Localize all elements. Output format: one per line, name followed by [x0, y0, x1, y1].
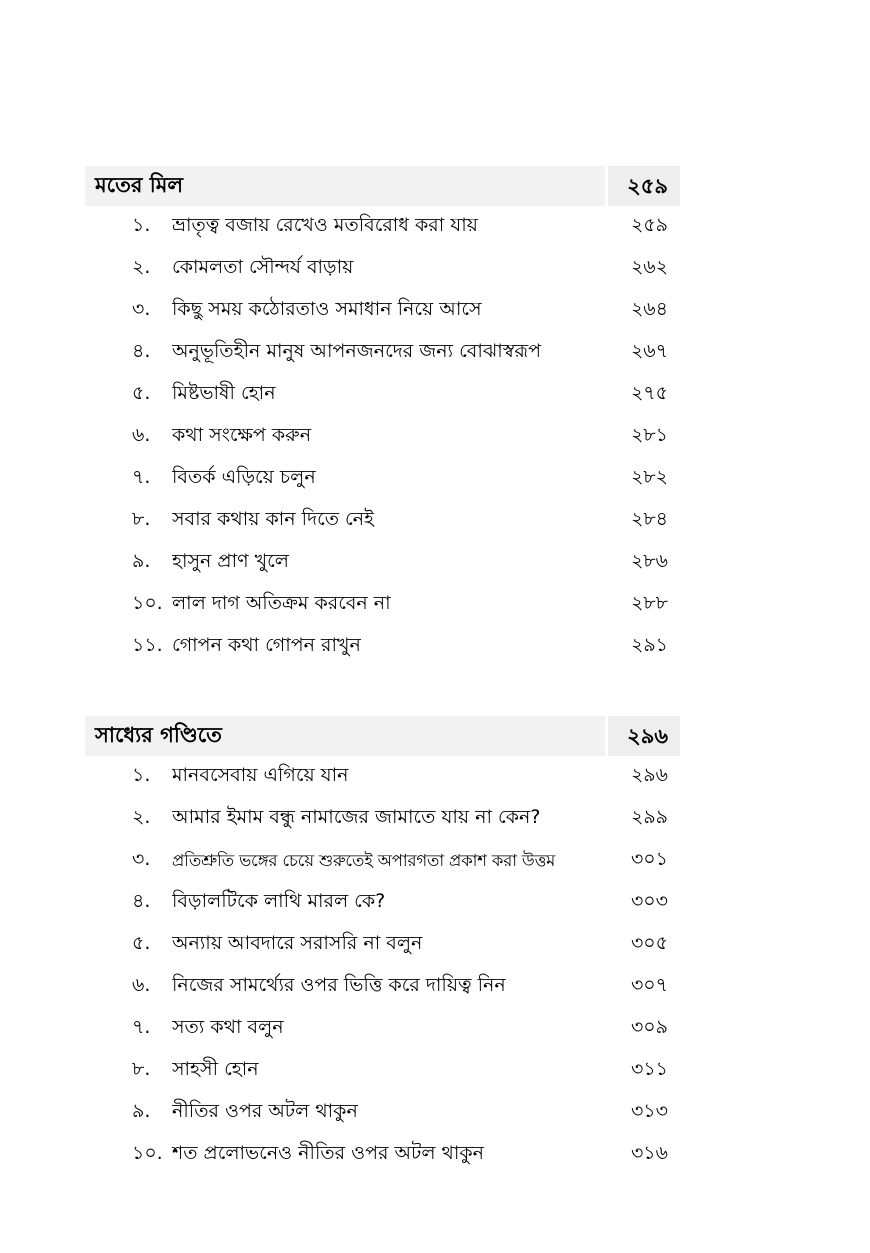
entry-title: লাল দাগ অতিক্রম করবেন না: [172, 592, 391, 614]
entry-number: ৬.: [132, 424, 151, 446]
entry-title: প্রতিশ্রুতি ভঙ্গের চেয়ে শুরুতেই অপারগতা প্রকাশ করা উত্তম: [172, 850, 556, 870]
entry-page-number: ২৬৪: [630, 298, 668, 320]
entry-title: কোমলতা সৌন্দর্য বাড়ায়: [172, 256, 354, 278]
toc-entry: [85, 1050, 680, 1092]
entry-title: গোপন কথা গোপন রাখুন: [172, 634, 361, 656]
toc-entry: [85, 798, 680, 840]
entry-page-number: ২৯৬: [630, 764, 668, 786]
entry-page-number: ২৮৬: [630, 550, 668, 572]
entry-number: ৮.: [132, 1058, 151, 1080]
entry-title: কিছু সময় কঠোরতাও সমাধান নিয়ে আসে: [172, 298, 482, 320]
toc-entry: [85, 206, 680, 248]
entry-page-number: ২৮১: [630, 424, 668, 446]
toc-section-1: [85, 166, 680, 668]
entry-title: বিতর্ক এড়িয়ে চলুন: [172, 466, 316, 488]
toc-entry: [85, 756, 680, 798]
entry-number: ৪.: [132, 890, 151, 912]
toc-entry: [85, 542, 680, 584]
entry-number: ৭.: [132, 1016, 151, 1038]
toc-entry: [85, 458, 680, 500]
entry-page-number: ৩০৯: [630, 1016, 668, 1038]
toc-entry: [85, 626, 680, 668]
entry-page-number: ২৯১: [630, 634, 668, 656]
entry-title: সবার কথায় কান দিতে নেই: [172, 508, 374, 530]
entry-page-number: ৩০৫: [630, 932, 668, 954]
toc-entry: [85, 290, 680, 332]
toc-entry: [85, 416, 680, 458]
toc-entry: [85, 584, 680, 626]
toc-entry: [85, 966, 680, 1008]
section-title: মতের মিল: [95, 172, 184, 197]
entry-page-number: ৩০১: [630, 848, 668, 870]
section-header: [85, 716, 680, 756]
entry-number: ১০.: [132, 1142, 163, 1164]
entry-title: মানবসেবায় এগিয়ে যান: [172, 764, 349, 786]
entry-title: শত প্রলোভনেও নীতির ওপর অটল থাকুন: [172, 1142, 484, 1164]
section-title: সাধ্যের গণ্ডিতে: [95, 722, 222, 747]
entry-page-number: ৩০৭: [630, 974, 668, 996]
toc-entry-list: [85, 756, 680, 1176]
entry-page-number: ৩০৩: [630, 890, 668, 912]
entry-title: সাহসী হোন: [172, 1058, 259, 1080]
section-page-number: ২৫৯: [605, 166, 680, 206]
entry-number: ১১.: [132, 634, 163, 656]
entry-title: আমার ইমাম বন্ধু নামাজের জামাতে যায় না কেন?: [172, 806, 541, 828]
entry-title: নীতির ওপর অটল থাকুন: [172, 1100, 358, 1122]
toc-entry: [85, 332, 680, 374]
entry-number: ২.: [132, 256, 151, 278]
toc-entry: [85, 1008, 680, 1050]
entry-page-number: ৩১১: [630, 1058, 668, 1080]
entry-number: ২.: [132, 806, 151, 828]
entry-number: ৫.: [132, 932, 151, 954]
entry-number: ১০.: [132, 592, 163, 614]
entry-page-number: ২৫৯: [630, 214, 668, 236]
toc-entry: [85, 248, 680, 290]
toc-section-2: [85, 716, 680, 1176]
entry-number: ১.: [132, 214, 151, 236]
entry-title: ভ্রাতৃত্ব বজায় রেখেও মতবিরোধ করা যায়: [172, 214, 478, 236]
toc-entry: [85, 500, 680, 542]
toc-entry: [85, 1092, 680, 1134]
entry-page-number: ২৯৯: [630, 806, 668, 828]
entry-page-number: ৩১৬: [630, 1142, 668, 1164]
entry-number: ৯.: [132, 1100, 151, 1122]
entry-number: ৮.: [132, 508, 151, 530]
entry-title: মিষ্টভাষী হোন: [172, 382, 276, 404]
entry-title: হাসুন প্রাণ খুলে: [172, 550, 289, 572]
entry-page-number: ৩১৩: [630, 1100, 668, 1122]
entry-number: ৯.: [132, 550, 151, 572]
entry-title: সত্য কথা বলুন: [172, 1016, 284, 1038]
toc-entry: [85, 374, 680, 416]
entry-page-number: ২৬৭: [630, 340, 668, 362]
entry-number: ৪.: [132, 340, 151, 362]
entry-page-number: ২৮৮: [630, 592, 668, 614]
toc-entry: [85, 924, 680, 966]
toc-entry: [85, 882, 680, 924]
toc-entry: [85, 1134, 680, 1176]
entry-title: অন্যায় আবদারে সরাসরি না বলুন: [172, 932, 423, 954]
entry-title: বিড়ালটিকে লাথি মারল কে?: [172, 890, 386, 912]
section-header: [85, 166, 680, 206]
entry-title: নিজের সামর্থ্যের ওপর ভিত্তি করে দায়িত্ব নিন: [172, 974, 506, 996]
entry-title: কথা সংক্ষেপ করুন: [172, 424, 312, 446]
toc-entry: [85, 840, 680, 882]
entry-page-number: ২৬২: [630, 256, 668, 278]
entry-page-number: ২৮৪: [630, 508, 668, 530]
entry-number: ৬.: [132, 974, 151, 996]
entry-page-number: ২৭৫: [630, 382, 668, 404]
entry-number: ১.: [132, 764, 151, 786]
entry-page-number: ২৮২: [630, 466, 668, 488]
entry-number: ৩.: [132, 298, 151, 320]
section-page-number: ২৯৬: [605, 716, 680, 756]
entry-number: ৩.: [132, 848, 151, 870]
entry-number: ৭.: [132, 466, 151, 488]
entry-number: ৫.: [132, 382, 151, 404]
entry-title: অনুভূতিহীন মানুষ আপনজনদের জন্য বোঝাস্বরূপ: [172, 340, 542, 362]
toc-entry-list: [85, 206, 680, 668]
